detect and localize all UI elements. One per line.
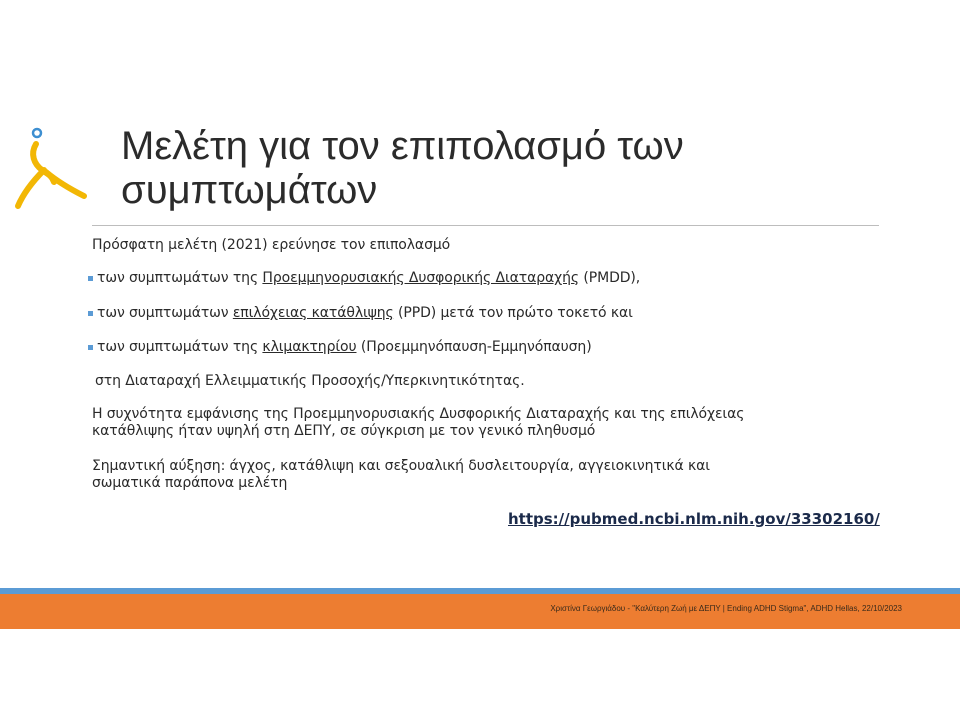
title-line-2: συμπτωμάτων [121, 168, 378, 212]
context-text: στη Διαταραχή Ελλειμματικής Προσοχής/Υπερκινητικότητας. [95, 373, 525, 389]
slide-title [121, 124, 841, 212]
bullet-2-prefix: των συμπτωμάτων [97, 305, 233, 321]
bullet-2-suffix: (PPD) μετά τον πρώτο τοκετό και [393, 305, 633, 321]
bullet-3-prefix: των συμπτωμάτων της [97, 339, 263, 355]
bullet-marker-2 [88, 311, 93, 316]
finding-1-line-2: κατάθλιψης ήταν υψηλή στη ΔΕΠΥ, σε σύγκριση με τον γενικό πληθυσμό [92, 423, 596, 439]
bullet-item-1 [97, 270, 640, 287]
awareness-ribbon-icon [14, 126, 88, 212]
title-divider [92, 225, 879, 226]
bullet-marker-3 [88, 345, 93, 350]
bullet-1-prefix: των συμπτωμάτων της [97, 270, 263, 286]
bullet-item-3 [97, 339, 592, 356]
finding-2-line-2: σωματικά παράπονα μελέτη [92, 475, 288, 491]
title-line-1: Μελέτη για τον επιπολασμό των [121, 124, 684, 168]
bullet-2-link[interactable]: επιλόχειας κατάθλιψης [232, 305, 394, 321]
intro-text: Πρόσφατη μελέτη (2021) ερεύνησε τον επιπολασμό [92, 237, 451, 253]
finding-2-line-1: Σημαντική αύξηση: άγχος, κατάθλιψη και σεξουαλική δυσλειτουργία, αγγειοκινητικά και [92, 458, 710, 474]
bullet-1-link[interactable]: Προεμμηνορυσιακής Δυσφορικής Διαταραχής [262, 270, 580, 286]
bullet-3-link[interactable]: κλιμακτηρίου [262, 339, 357, 355]
bullet-1-suffix: (PMDD), [579, 270, 641, 286]
finding-1 [92, 406, 744, 440]
finding-1-line-1: Η συχνότητα εμφάνισης της Προεμμηνορυσιακής Δυσφορικής Διαταραχής και της επιλόχειας [92, 406, 745, 422]
bullet-marker-1 [88, 276, 93, 281]
footer-credit: Χριστίνα Γεωργιάδου - "Καλύτερη Ζωή με ΔΕΠΥ | Ending ADHD Stigma", ADHD Hellas, 22/10/2023 [550, 604, 902, 613]
bullet-3-suffix: (Προεμμηνόπαυση-Εμμηνόπαυση) [356, 339, 592, 355]
source-link[interactable]: https://pubmed.ncbi.nlm.nih.gov/33302160/ [508, 510, 880, 528]
finding-2 [92, 458, 710, 492]
bullet-item-2 [97, 305, 633, 322]
